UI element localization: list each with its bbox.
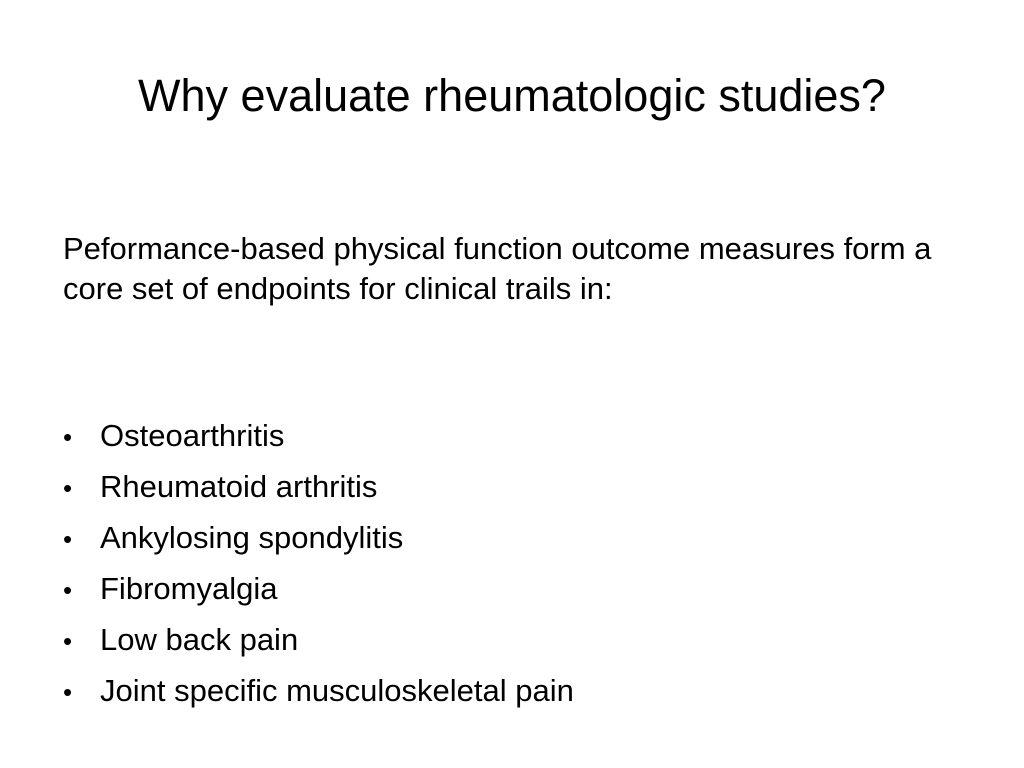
list-item bbox=[63, 461, 963, 512]
intro-paragraph: Peformance-based physical function outcome measures form a core set of endpoints for clinical trails in: bbox=[63, 231, 932, 306]
list-item bbox=[63, 512, 963, 563]
bullet-icon: • bbox=[63, 422, 73, 452]
list-item-label: Ankylosing spondylitis bbox=[100, 520, 404, 555]
list-item bbox=[63, 665, 963, 716]
list-item-label: Osteoarthritis bbox=[100, 418, 285, 453]
bullet-icon: • bbox=[63, 575, 73, 605]
bullet-icon: • bbox=[63, 626, 73, 656]
bullet-icon: • bbox=[63, 677, 73, 707]
list-item bbox=[63, 614, 963, 665]
list-item-label: Rheumatoid arthritis bbox=[100, 469, 378, 504]
list-item bbox=[63, 563, 963, 614]
list-item-label: Low back pain bbox=[100, 622, 299, 657]
bullet-icon: • bbox=[63, 524, 73, 554]
condition-list bbox=[63, 410, 963, 716]
list-item-label: Joint specific musculoskeletal pain bbox=[100, 673, 574, 708]
slide-title: Why evaluate rheumatologic studies? bbox=[138, 70, 886, 121]
list-item-label: Fibromyalgia bbox=[100, 571, 278, 606]
list-item bbox=[63, 410, 963, 461]
bullet-icon: • bbox=[63, 473, 73, 503]
